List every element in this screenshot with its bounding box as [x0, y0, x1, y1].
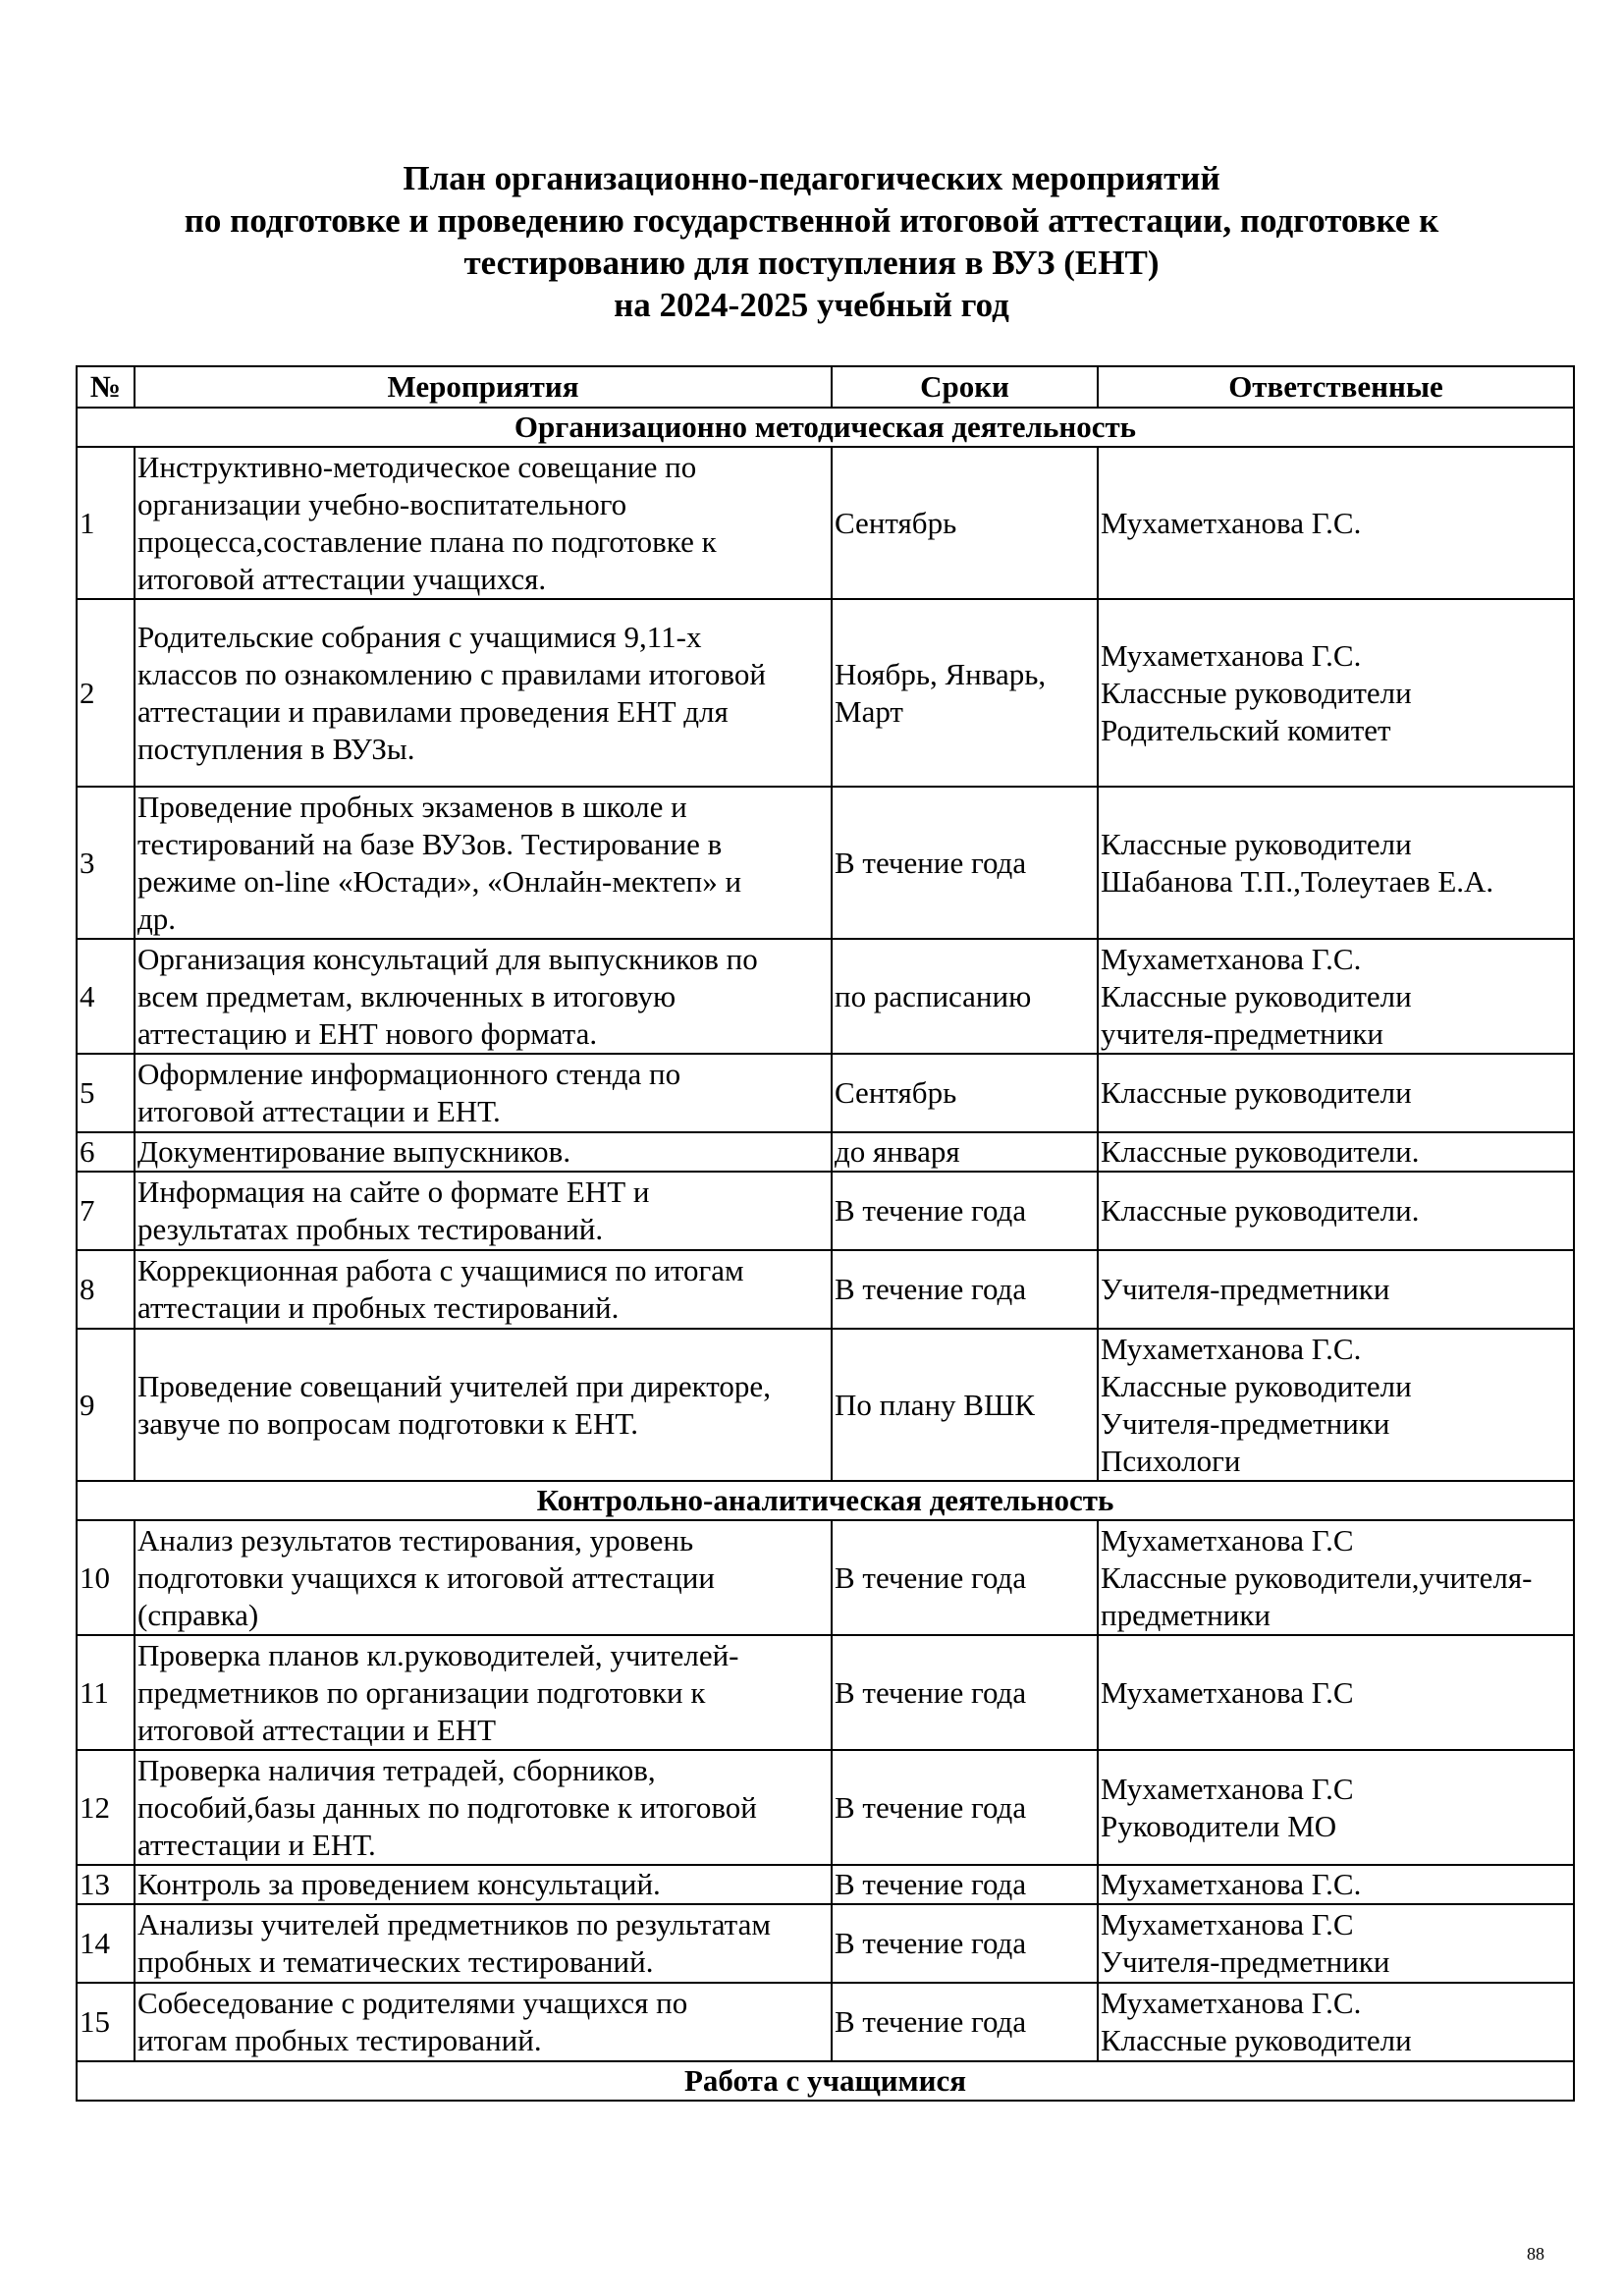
row-term: Сентябрь: [832, 1054, 1098, 1132]
row-term: В течение года: [832, 1865, 1098, 1904]
row-responsible: Мухаметханова Г.С. Классные руководители учителя-предметники: [1098, 939, 1574, 1054]
row-number: 3: [77, 787, 135, 939]
table-body: [77, 408, 1574, 2101]
row-event: Проведение пробных экзаменов в школе и тестирований на базе ВУЗов. Тестирование в режиме on-line «Юстади», «Онлайн-мектеп» и др.: [135, 787, 832, 939]
table-row: [77, 1635, 1574, 1750]
row-term: В течение года: [832, 1904, 1098, 1983]
row-responsible: Классные руководители.: [1098, 1132, 1574, 1172]
row-term: В течение года: [832, 1635, 1098, 1750]
row-number: 4: [77, 939, 135, 1054]
row-term: до января: [832, 1132, 1098, 1172]
row-term: Ноябрь, Январь, Март: [832, 599, 1098, 787]
row-event: Информация на сайте о формате ЕНТ и результатах пробных тестирований.: [135, 1172, 832, 1250]
header-term: Сроки: [832, 366, 1098, 408]
row-number: 9: [77, 1329, 135, 1481]
row-number: 15: [77, 1983, 135, 2061]
row-event: Контроль за проведением консультаций.: [135, 1865, 832, 1904]
row-event: Проверка планов кл.руководителей, учителей- предметников по организации подготовки к итоговой аттестации и ЕНТ: [135, 1635, 832, 1750]
row-responsible: Мухаметханова Г.С.: [1098, 1865, 1574, 1904]
row-event: Собеседование с родителями учащихся по итогам пробных тестирований.: [135, 1983, 832, 2061]
row-number: 7: [77, 1172, 135, 1250]
row-number: 12: [77, 1750, 135, 1865]
section-row: [77, 2061, 1574, 2101]
table-row: [77, 1520, 1574, 1635]
table-row: [77, 1329, 1574, 1481]
row-responsible: Мухаметханова Г.С. Классные руководители Родительский комитет: [1098, 599, 1574, 787]
table-row: [77, 1750, 1574, 1865]
section-title: Работа с учащимися: [77, 2061, 1574, 2101]
row-responsible: Классные руководители.: [1098, 1172, 1574, 1250]
row-event: Документирование выпускников.: [135, 1132, 832, 1172]
row-number: 13: [77, 1865, 135, 1904]
row-number: 11: [77, 1635, 135, 1750]
page-number: 88: [1527, 2244, 1544, 2264]
row-term: В течение года: [832, 1172, 1098, 1250]
row-event: Инструктивно-методическое совещание по организации учебно-воспитательного процесса,составление плана по подготовке к итоговой аттестации учащихся.: [135, 447, 832, 599]
row-number: 1: [77, 447, 135, 599]
row-responsible: Мухаметханова Г.С.: [1098, 447, 1574, 599]
row-event: Организация консультаций для выпускников по всем предметам, включенных в итоговую аттестацию и ЕНТ нового формата.: [135, 939, 832, 1054]
row-responsible: Учителя-предметники: [1098, 1250, 1574, 1329]
table-row: [77, 599, 1574, 787]
title-line-1: План организационно-педагогических мероприятий: [403, 159, 1220, 197]
row-event: Проведение совещаний учителей при директоре, завуче по вопросам подготовки к ЕНТ.: [135, 1329, 832, 1481]
row-event: Оформление информационного стенда по итоговой аттестации и ЕНТ.: [135, 1054, 832, 1132]
table-row: [77, 1865, 1574, 1904]
table-row: [77, 1132, 1574, 1172]
row-term: В течение года: [832, 1520, 1098, 1635]
table-row: [77, 1983, 1574, 2061]
row-term: В течение года: [832, 1250, 1098, 1329]
row-responsible: Мухаметханова Г.С. Классные руководители Учителя-предметники Психологи: [1098, 1329, 1574, 1481]
row-responsible: Мухаметханова Г.С Классные руководители,учителя- предметники: [1098, 1520, 1574, 1635]
table-row: [77, 787, 1574, 939]
header-event: Мероприятия: [135, 366, 832, 408]
row-number: 8: [77, 1250, 135, 1329]
title-line-2: по подготовке и проведению государственной итоговой аттестации, подготовке к: [184, 201, 1439, 240]
row-number: 6: [77, 1132, 135, 1172]
row-number: 5: [77, 1054, 135, 1132]
table-row: [77, 1054, 1574, 1132]
row-responsible: Классные руководители Шабанова Т.П.,Толеутаев Е.А.: [1098, 787, 1574, 939]
row-term: по расписанию: [832, 939, 1098, 1054]
table-row: [77, 1172, 1574, 1250]
row-event: Проверка наличия тетрадей, сборников, пособий,базы данных по подготовке к итоговой аттестации и ЕНТ.: [135, 1750, 832, 1865]
row-responsible: Классные руководители: [1098, 1054, 1574, 1132]
row-number: 2: [77, 599, 135, 787]
section-row: [77, 408, 1574, 447]
table-row: [77, 939, 1574, 1054]
row-event: Родительские собрания с учащимися 9,11-х классов по ознакомлению с правилами итоговой аттестации и правилами проведения ЕНТ для поступления в ВУЗы.: [135, 599, 832, 787]
plan-table: [76, 365, 1575, 2102]
title-line-3: тестированию для поступления в ВУЗ (ЕНТ): [463, 244, 1160, 282]
row-responsible: Мухаметханова Г.С Учителя-предметники: [1098, 1904, 1574, 1983]
document-title: [0, 157, 1623, 326]
row-term: В течение года: [832, 1983, 1098, 2061]
row-event: Анализы учителей предметников по результатам пробных и тематических тестирований.: [135, 1904, 832, 1983]
row-number: 14: [77, 1904, 135, 1983]
row-event: Анализ результатов тестирования, уровень подготовки учащихся к итоговой аттестации (справка): [135, 1520, 832, 1635]
section-title: Организационно методическая деятельность: [77, 408, 1574, 447]
row-term: В течение года: [832, 1750, 1098, 1865]
row-responsible: Мухаметханова Г.С. Классные руководители: [1098, 1983, 1574, 2061]
row-term: В течение года: [832, 787, 1098, 939]
title-line-4: на 2024-2025 учебный год: [614, 286, 1009, 324]
row-term: Сентябрь: [832, 447, 1098, 599]
row-term: По плану ВШК: [832, 1329, 1098, 1481]
table-row: [77, 1250, 1574, 1329]
table-header-row: [77, 366, 1574, 408]
section-title: Контрольно-аналитическая деятельность: [77, 1481, 1574, 1520]
row-responsible: Мухаметханова Г.С Руководители МО: [1098, 1750, 1574, 1865]
row-number: 10: [77, 1520, 135, 1635]
header-num: №: [77, 366, 135, 408]
table-row: [77, 447, 1574, 599]
table-row: [77, 1904, 1574, 1983]
header-responsible: Ответственные: [1098, 366, 1574, 408]
row-event: Коррекционная работа с учащимися по итогам аттестации и пробных тестирований.: [135, 1250, 832, 1329]
row-responsible: Мухаметханова Г.С: [1098, 1635, 1574, 1750]
section-row: [77, 1481, 1574, 1520]
